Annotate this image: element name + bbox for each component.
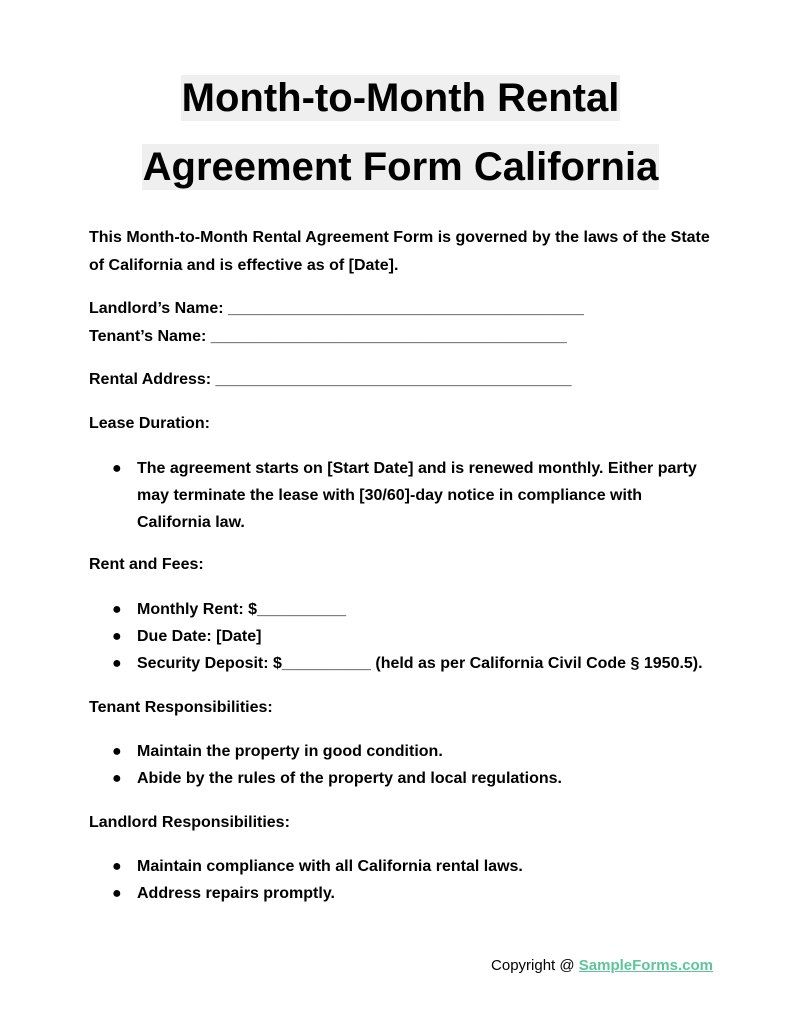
bullet-icon: ● xyxy=(112,655,122,672)
list-item-text: Address repairs promptly. xyxy=(137,885,335,902)
title-row-1 xyxy=(0,75,801,121)
lease-duration-heading: Lease Duration: xyxy=(89,415,210,432)
list-item xyxy=(112,623,715,650)
list-item-text: Due Date: [Date] xyxy=(137,628,262,645)
copyright-footer xyxy=(491,955,713,977)
tenant-responsibilities-heading: Tenant Responsibilities: xyxy=(89,699,273,716)
bullet-icon: ● xyxy=(112,460,122,477)
title-row-2 xyxy=(0,144,801,190)
list-item xyxy=(112,650,715,677)
list-item-text: Abide by the rules of the property and local regulations. xyxy=(137,770,562,787)
list-item xyxy=(112,455,715,536)
list-item xyxy=(112,853,715,880)
landlord-responsibilities-heading: Landlord Responsibilities: xyxy=(89,814,290,831)
bullet-icon: ● xyxy=(112,885,122,902)
list-item-text: Maintain compliance with all California rental laws. xyxy=(137,858,523,875)
list-item-text: The agreement starts on [Start Date] and is renewed monthly. Either party may terminate the lease with [30/60]-day notice in compliance with California law. xyxy=(137,460,697,531)
list-item-text: Maintain the property in good condition. xyxy=(137,743,443,760)
bullet-icon: ● xyxy=(112,628,122,645)
list-item-text: Monthly Rent: $__________ xyxy=(137,601,346,618)
bullet-icon: ● xyxy=(112,601,122,618)
landlord-name-field: Landlord’s Name: ________________________________________ xyxy=(89,300,584,317)
sampleforms-link[interactable]: SampleForms.com xyxy=(578,957,713,974)
list-item xyxy=(112,880,715,907)
list-item xyxy=(112,596,715,623)
list-item xyxy=(112,738,715,765)
bullet-icon: ● xyxy=(112,858,122,875)
landlord-responsibilities-list xyxy=(112,853,715,907)
document-title-line-1: Month-to-Month Rental xyxy=(181,76,620,120)
copyright-prefix: Copyright @ xyxy=(491,957,579,974)
intro-paragraph: This Month-to-Month Rental Agreement Form is governed by the laws of the State of California and is effective as of [Date]. xyxy=(89,229,710,274)
tenant-name-field: Tenant’s Name: ________________________________________ xyxy=(89,328,567,345)
rent-fees-list xyxy=(112,596,715,677)
tenant-responsibilities-list xyxy=(112,738,715,792)
list-item-text: Security Deposit: $__________ (held as per California Civil Code § 1950.5). xyxy=(137,655,703,672)
lease-duration-list xyxy=(112,455,715,536)
document-title-line-2: Agreement Form California xyxy=(142,145,659,189)
rental-address-field: Rental Address: ________________________________________ xyxy=(89,371,572,388)
bullet-icon: ● xyxy=(112,743,122,760)
rent-fees-heading: Rent and Fees: xyxy=(89,556,204,573)
list-item xyxy=(112,765,715,792)
bullet-icon: ● xyxy=(112,770,122,787)
